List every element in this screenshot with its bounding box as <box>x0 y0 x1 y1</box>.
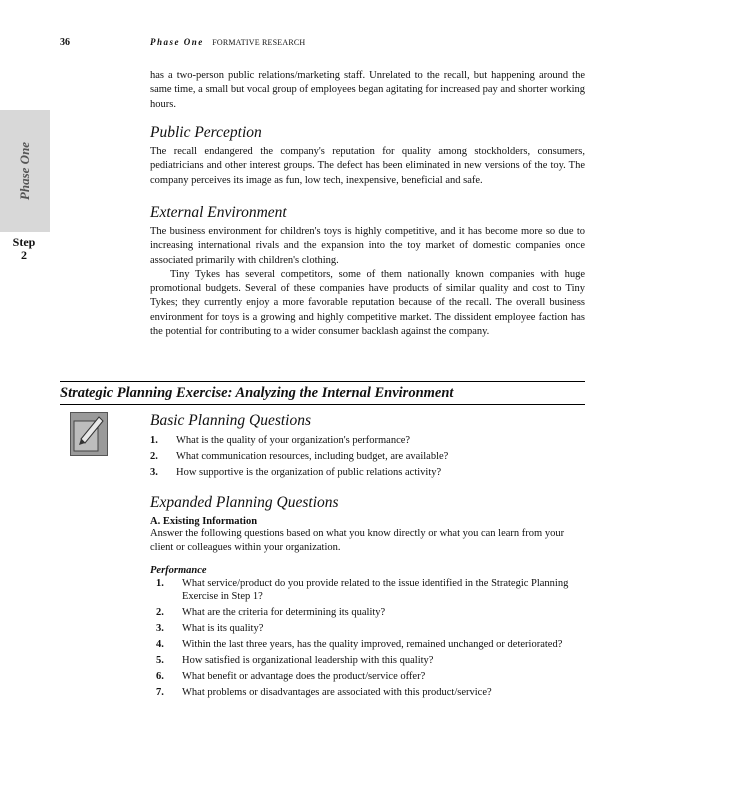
intro-section <box>150 69 585 112</box>
list-item <box>156 670 585 684</box>
item-text: What is its quality? <box>182 623 264 635</box>
list-item <box>156 654 585 668</box>
list-item <box>156 686 585 700</box>
expanded-questions-section <box>150 494 585 702</box>
item-text: What benefit or advantage does the product/service offer? <box>182 671 426 683</box>
exercise-title: Strategic Planning Exercise: Analyzing the Internal Environment <box>60 385 454 401</box>
step-text: Step <box>12 235 36 249</box>
expanded-questions-heading: Expanded Planning Questions <box>150 494 339 511</box>
item-number: 7. <box>156 687 164 699</box>
performance-heading: Performance <box>150 564 207 576</box>
list-item <box>150 466 585 480</box>
pencil-icon <box>70 412 108 456</box>
public-perception-heading: Public Perception <box>150 124 262 141</box>
item-text: How supportive is the organization of public relations activity? <box>176 467 442 478</box>
banner-top-rule <box>60 381 585 382</box>
intro-paragraph: has a two-person public relations/marketing staff. Unrelated to the recall, but happening around the same time, a small but vocal group of employees began agitating for increased pay and shorter working hours. <box>150 70 585 110</box>
list-item <box>150 434 585 448</box>
item-number: 2. <box>156 607 164 619</box>
item-text: What is the quality of your organization's performance? <box>176 435 411 446</box>
item-number: 6. <box>156 671 164 683</box>
phase-side-tab <box>0 110 50 232</box>
external-environment-heading: External Environment <box>150 204 287 221</box>
item-number: 4. <box>156 639 164 651</box>
expanded-instructions: Answer the following questions based on what you know directly or what you can learn from your client or colleagues within your organization. <box>150 528 565 554</box>
external-environment-paragraph: Tiny Tykes has several competitors, some of them nationally known companies with huge promotional budgets. Several of these companies have products of similar quality and cost to Tiny Tykes; they currently enjoy a more favorable reputation because of the recall. The overall business environment for toys is a growing and highly competitive market. The dissident employee faction has the potential for contributing to a wider consumer backlash against the company. <box>150 268 585 338</box>
external-environment-section <box>150 204 585 339</box>
external-environment-paragraph: The business environment for children's toys is highly competitive, and it has become more so due to increasing international rivals and the expansion into the toy market of domestic companies once associated primarily with children's clothing. <box>150 226 585 266</box>
basic-questions-section <box>150 412 585 482</box>
banner-bottom-rule <box>60 404 585 405</box>
side-tab-label: Phase One <box>17 141 32 201</box>
step-number: 2 <box>21 248 27 262</box>
public-perception-section <box>150 124 585 188</box>
item-number: 2. <box>150 451 158 462</box>
item-text: What communication resources, including budget, are available? <box>176 451 449 462</box>
item-number: 3. <box>150 467 158 478</box>
running-head <box>150 37 305 47</box>
item-text: Within the last three years, has the quality improved, remained unchanged or deteriorated? <box>182 639 563 651</box>
item-text: What problems or disadvantages are associated with this product/service? <box>182 687 492 699</box>
item-number: 1. <box>156 577 164 589</box>
list-item <box>150 450 585 464</box>
item-number: 1. <box>150 435 158 446</box>
list-item <box>156 638 585 652</box>
item-text: What service/product do you provide related to the issue identified in the Strategic Planning Exercise in Step 1? <box>182 577 569 603</box>
running-head-phase: Phase One <box>150 37 204 47</box>
running-head-section: FORMATIVE RESEARCH <box>212 38 306 47</box>
page-number: 36 <box>60 37 70 48</box>
existing-information-label: A. Existing Information <box>150 516 258 527</box>
performance-questions-list <box>150 577 585 700</box>
item-text: What are the criteria for determining its quality? <box>182 607 386 619</box>
list-item <box>156 622 585 636</box>
item-text: How satisfied is organizational leadership with this quality? <box>182 655 434 667</box>
item-number: 3. <box>156 623 164 635</box>
basic-questions-heading: Basic Planning Questions <box>150 412 312 429</box>
item-number: 5. <box>156 655 164 667</box>
list-item <box>156 577 585 604</box>
list-item <box>156 606 585 620</box>
basic-questions-list <box>150 434 585 480</box>
public-perception-text: The recall endangered the company's reputation for quality among stockholders, consumers, pediatricians and other interest groups. The defect has been eliminated in new versions of the toy. The company perceives its image as fun, low tech, inexpensive, beneficial and safe. <box>150 146 585 186</box>
step-label <box>6 236 42 262</box>
